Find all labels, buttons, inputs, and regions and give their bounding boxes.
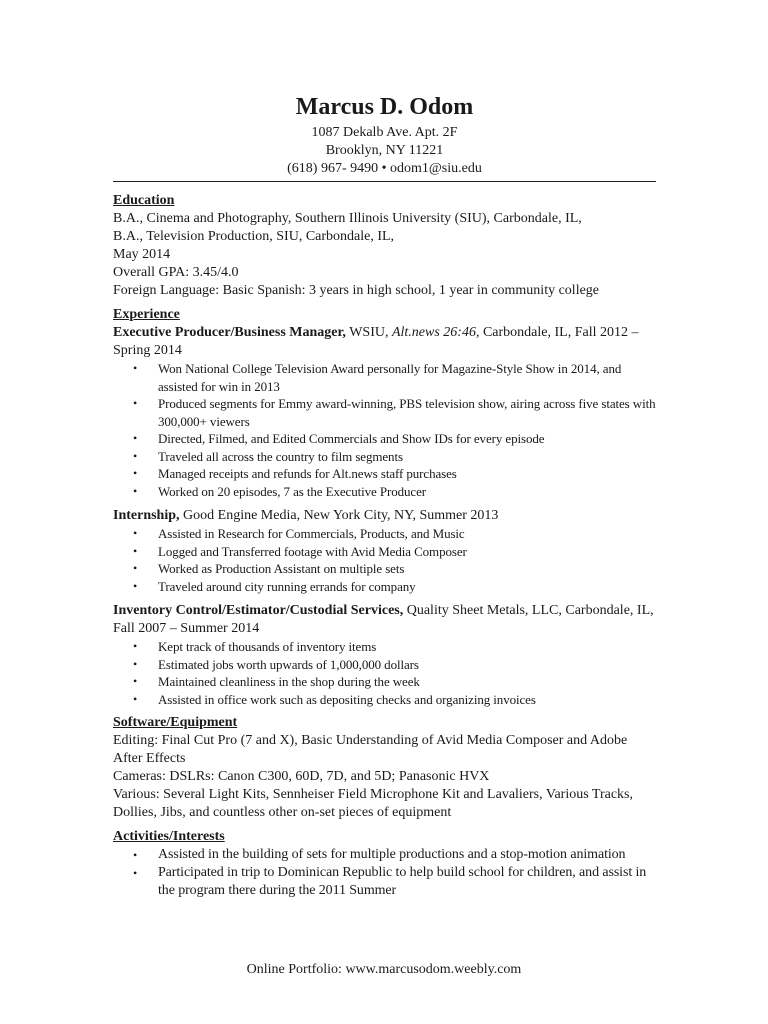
education-line: May 2014 [113, 247, 171, 262]
list-item: • Traveled all across the country to film segments [133, 448, 403, 464]
list-item: • Assisted in office work such as depositing checks and organizing invoices [133, 691, 536, 707]
list-item: • Kept track of thousands of inventory items [133, 639, 377, 654]
bullet-icon: • [133, 526, 138, 540]
bullet-icon: • [133, 561, 138, 575]
job-show-title: Alt.news 26:46 [391, 325, 476, 340]
job-details: Quality Sheet Metals, LLC, Carbondale, IL, Fall 2007 – Summer 2014 [113, 603, 654, 636]
job-bullets [113, 360, 656, 500]
list-item: • Traveled around city running errands for company [133, 578, 416, 594]
job-header [113, 324, 656, 360]
job-entry [113, 507, 656, 595]
software-line: Cameras: DSLRs: Canon C300, 60D, 7D, and 5D; Panasonic HVX [113, 769, 490, 784]
portfolio-footer: Online Portfolio: www.marcusodom.weebly.com [246, 962, 522, 977]
job-entry [113, 324, 656, 500]
bullet-icon: • [133, 578, 138, 593]
header-divider [113, 181, 656, 182]
list-item: • Produced segments for Emmy award-winning, PBS television show, airing across five states with 300,000+ viewers [133, 396, 656, 429]
address-line-1: 1087 Dekalb Ave. Apt. 2F [311, 125, 458, 140]
bullet-icon: • [133, 466, 138, 480]
activities-heading: Activities/Interests [113, 829, 225, 844]
education-line: Foreign Language: Basic Spanish: 3 years in high school, 1 year in community college [113, 283, 600, 298]
bullet-icon: • [133, 848, 138, 862]
job-bullets [113, 638, 656, 708]
list-item: • Participated in trip to Dominican Republic to help build school for children, and assist in the program there during the 2011 Summer [133, 865, 647, 898]
job-header [113, 507, 656, 525]
list-item: • Won National College Television Award personally for Magazine-Style Show in 2014, and assisted for win in 2013 [133, 361, 622, 394]
list-item: • Directed, Filmed, and Edited Commercials and Show IDs for every episode [133, 431, 545, 446]
job-entry [113, 602, 656, 708]
bullet-icon: • [133, 639, 138, 653]
bullet-icon: • [133, 431, 138, 445]
job-header [113, 602, 656, 638]
bullet-icon: • [133, 396, 138, 410]
education-line: Overall GPA: 3.45/4.0 [113, 265, 239, 280]
bullet-icon: • [133, 674, 138, 688]
education-line: B.A., Television Production, SIU, Carbondale, IL, [113, 229, 395, 244]
list-item: • Worked as Production Assistant on multiple sets [133, 561, 405, 576]
job-bullets [113, 525, 656, 595]
job-org: WSIU, [349, 325, 389, 340]
bullet-icon: • [133, 656, 138, 671]
software-line: Various: Several Light Kits, Sennheiser Field Microphone Kit and Lavaliers, Various Tracks, Dollies, Jibs, and countless other on-set pieces of equipment [113, 787, 633, 820]
software-line: Editing: Final Cut Pro (7 and X), Basic Understanding of Avid Media Composer and Adobe After Effects [113, 733, 628, 766]
resume-name: Marcus D. Odom [295, 94, 474, 120]
list-item: • Worked on 20 episodes, 7 as the Executive Producer [133, 483, 426, 499]
education-heading: Education [113, 193, 175, 208]
job-role: Internship, [113, 508, 180, 523]
bullet-icon: • [133, 448, 138, 463]
address-line-2: Brooklyn, NY 11221 [325, 143, 444, 158]
phone-email: (618) 967- 9490 • odom1@siu.edu [287, 161, 482, 176]
resume-page [113, 92, 656, 900]
bullet-icon: • [133, 361, 138, 375]
job-role: Executive Producer/Business Manager, [113, 325, 346, 340]
list-item: • Assisted in the building of sets for multiple productions and a stop-motion animation [133, 847, 626, 862]
software-heading: Software/Equipment [113, 715, 238, 730]
bullet-icon: • [133, 866, 138, 880]
job-role: Inventory Control/Estimator/Custodial Services, [113, 603, 404, 618]
job-details: , Carbondale, IL, Fall 2012 – Spring 2014 [113, 325, 639, 358]
bullet-icon: • [133, 543, 138, 558]
list-item: • Maintained cleanliness in the shop during the week [133, 674, 420, 689]
job-details: Good Engine Media, New York City, NY, Summer 2013 [183, 508, 499, 523]
list-item: • Estimated jobs worth upwards of 1,000,000 dollars [133, 656, 419, 672]
bullet-icon: • [133, 483, 138, 498]
activities-bullets [113, 846, 656, 900]
education-line: B.A., Cinema and Photography, Southern Illinois University (SIU), Carbondale, IL, [113, 211, 582, 226]
list-item: • Assisted in Research for Commercials, Products, and Music [133, 526, 465, 541]
list-item: • Logged and Transferred footage with Avid Media Composer [133, 543, 467, 559]
bullet-icon: • [133, 691, 138, 706]
experience-heading: Experience [113, 307, 180, 322]
list-item: • Managed receipts and refunds for Alt.news staff purchases [133, 466, 457, 481]
